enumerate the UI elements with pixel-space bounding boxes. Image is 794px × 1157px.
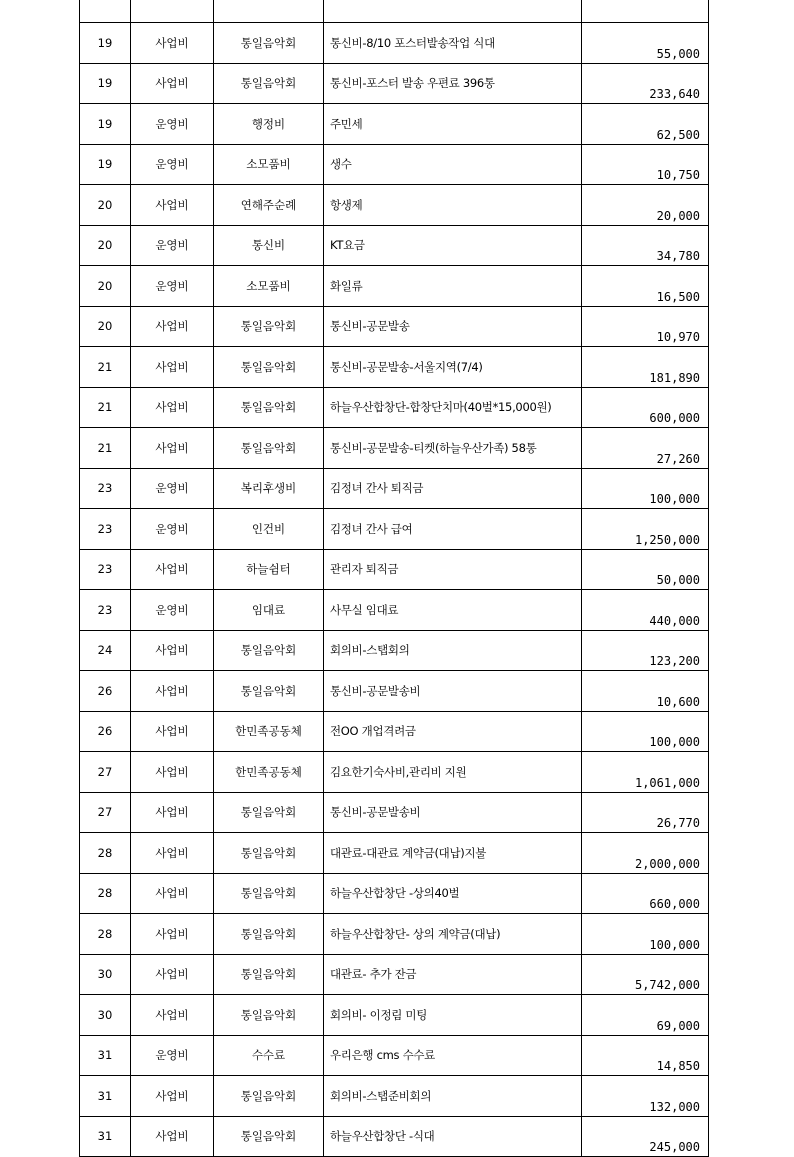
day-cell: 21 (80, 428, 131, 469)
table-row (80, 995, 709, 1036)
table-row (80, 630, 709, 671)
amount-cell: 440,000 (582, 590, 709, 631)
type-cell: 사업비 (131, 185, 214, 226)
day-cell: 26 (80, 671, 131, 712)
type-cell: 사업비 (131, 630, 214, 671)
amount-cell: 34,780 (582, 225, 709, 266)
day-cell: 28 (80, 833, 131, 874)
day-cell: 27 (80, 752, 131, 793)
type-cell: 사업비 (131, 671, 214, 712)
amount-cell: 16,500 (582, 266, 709, 307)
day-cell: 30 (80, 995, 131, 1036)
amount-cell: 20,000 (582, 185, 709, 226)
table-row (80, 306, 709, 347)
category-cell: 수수료 (214, 1035, 324, 1076)
description-cell: 김요한기숙사비,관리비 지원 (324, 752, 582, 793)
amount-cell: 62,500 (582, 104, 709, 145)
table-row-continuation (80, 0, 709, 23)
day-cell: 19 (80, 23, 131, 64)
description-cell: 화일류 (324, 266, 582, 307)
amount-cell: 123,200 (582, 630, 709, 671)
type-cell: 사업비 (131, 23, 214, 64)
category-cell: 통일음악회 (214, 1076, 324, 1117)
amount-cell: 132,000 (582, 1076, 709, 1117)
empty-cell (80, 0, 131, 23)
day-cell: 26 (80, 711, 131, 752)
type-cell: 사업비 (131, 63, 214, 104)
day-cell: 31 (80, 1116, 131, 1157)
category-cell: 행정비 (214, 104, 324, 145)
description-cell: 대관료-대관료 계약금(대납)지불 (324, 833, 582, 874)
type-cell: 사업비 (131, 1116, 214, 1157)
table-row (80, 23, 709, 64)
description-cell: 관리자 퇴직금 (324, 549, 582, 590)
amount-cell: 5,742,000 (582, 954, 709, 995)
amount-cell: 1,250,000 (582, 509, 709, 550)
description-cell: 통신비-공문발송-티켓(하늘우산가족) 58통 (324, 428, 582, 469)
description-cell: 통신비-공문발송비 (324, 671, 582, 712)
day-cell: 20 (80, 266, 131, 307)
description-cell: 하늘우산합창단 -상의40벌 (324, 873, 582, 914)
type-cell: 사업비 (131, 792, 214, 833)
category-cell: 통일음악회 (214, 873, 324, 914)
category-cell: 통일음악회 (214, 387, 324, 428)
description-cell: 회의비-스탭회의 (324, 630, 582, 671)
description-cell: 하늘우산합창단 -식대 (324, 1116, 582, 1157)
type-cell: 운영비 (131, 509, 214, 550)
type-cell: 사업비 (131, 752, 214, 793)
table-row (80, 833, 709, 874)
type-cell: 사업비 (131, 1076, 214, 1117)
day-cell: 31 (80, 1076, 131, 1117)
category-cell: 통일음악회 (214, 23, 324, 64)
description-cell: 대관료- 추가 잔금 (324, 954, 582, 995)
table-row (80, 387, 709, 428)
table-row (80, 266, 709, 307)
category-cell: 소모품비 (214, 266, 324, 307)
ledger-body (80, 0, 709, 1157)
category-cell: 통일음악회 (214, 630, 324, 671)
category-cell: 복리후생비 (214, 468, 324, 509)
amount-cell: 1,061,000 (582, 752, 709, 793)
table-row (80, 549, 709, 590)
description-cell: 전OO 개업격려금 (324, 711, 582, 752)
type-cell: 사업비 (131, 549, 214, 590)
table-row (80, 428, 709, 469)
amount-cell: 69,000 (582, 995, 709, 1036)
day-cell: 28 (80, 914, 131, 955)
day-cell: 24 (80, 630, 131, 671)
amount-cell: 100,000 (582, 711, 709, 752)
category-cell: 한민족공동체 (214, 752, 324, 793)
table-row (80, 954, 709, 995)
category-cell: 통일음악회 (214, 347, 324, 388)
table-row (80, 144, 709, 185)
amount-cell: 181,890 (582, 347, 709, 388)
amount-cell: 2,000,000 (582, 833, 709, 874)
type-cell: 운영비 (131, 590, 214, 631)
category-cell: 통일음악회 (214, 306, 324, 347)
description-cell: KT요금 (324, 225, 582, 266)
type-cell: 운영비 (131, 266, 214, 307)
table-row (80, 914, 709, 955)
empty-cell (131, 0, 214, 23)
category-cell: 통일음악회 (214, 428, 324, 469)
type-cell: 사업비 (131, 914, 214, 955)
description-cell: 통신비-공문발송 (324, 306, 582, 347)
amount-cell: 50,000 (582, 549, 709, 590)
amount-cell: 10,970 (582, 306, 709, 347)
table-row (80, 671, 709, 712)
description-cell: 우리은행 cms 수수료 (324, 1035, 582, 1076)
amount-cell: 14,850 (582, 1035, 709, 1076)
day-cell: 19 (80, 63, 131, 104)
description-cell: 사무실 임대료 (324, 590, 582, 631)
table-row (80, 225, 709, 266)
type-cell: 사업비 (131, 428, 214, 469)
amount-cell: 55,000 (582, 23, 709, 64)
amount-cell: 245,000 (582, 1116, 709, 1157)
description-cell: 회의비-스탭준비회의 (324, 1076, 582, 1117)
description-cell: 회의비- 이정림 미팅 (324, 995, 582, 1036)
day-cell: 23 (80, 549, 131, 590)
day-cell: 30 (80, 954, 131, 995)
category-cell: 통일음악회 (214, 833, 324, 874)
amount-cell: 600,000 (582, 387, 709, 428)
table-row (80, 752, 709, 793)
type-cell: 사업비 (131, 995, 214, 1036)
table-row (80, 347, 709, 388)
table-row (80, 1076, 709, 1117)
description-cell: 하늘우산합창단- 상의 계약금(대납) (324, 914, 582, 955)
description-cell: 생수 (324, 144, 582, 185)
category-cell: 통일음악회 (214, 954, 324, 995)
amount-cell: 10,600 (582, 671, 709, 712)
type-cell: 운영비 (131, 104, 214, 145)
type-cell: 사업비 (131, 306, 214, 347)
day-cell: 20 (80, 225, 131, 266)
table-row (80, 590, 709, 631)
day-cell: 23 (80, 509, 131, 550)
category-cell: 한민족공동체 (214, 711, 324, 752)
amount-cell: 10,750 (582, 144, 709, 185)
table-row (80, 509, 709, 550)
type-cell: 사업비 (131, 711, 214, 752)
day-cell: 23 (80, 590, 131, 631)
type-cell: 사업비 (131, 347, 214, 388)
category-cell: 소모품비 (214, 144, 324, 185)
empty-cell (582, 0, 709, 23)
category-cell: 통일음악회 (214, 914, 324, 955)
amount-cell: 233,640 (582, 63, 709, 104)
description-cell: 통신비-8/10 포스터발송작업 식대 (324, 23, 582, 64)
day-cell: 20 (80, 306, 131, 347)
amount-cell: 100,000 (582, 914, 709, 955)
empty-cell (324, 0, 582, 23)
description-cell: 주민세 (324, 104, 582, 145)
type-cell: 사업비 (131, 387, 214, 428)
type-cell: 사업비 (131, 954, 214, 995)
amount-cell: 100,000 (582, 468, 709, 509)
day-cell: 19 (80, 144, 131, 185)
expense-ledger-table (79, 0, 709, 1157)
description-cell: 항생제 (324, 185, 582, 226)
table-row (80, 873, 709, 914)
category-cell: 통신비 (214, 225, 324, 266)
type-cell: 운영비 (131, 468, 214, 509)
day-cell: 23 (80, 468, 131, 509)
day-cell: 28 (80, 873, 131, 914)
day-cell: 27 (80, 792, 131, 833)
category-cell: 통일음악회 (214, 63, 324, 104)
table-row (80, 792, 709, 833)
category-cell: 연해주순례 (214, 185, 324, 226)
type-cell: 사업비 (131, 873, 214, 914)
empty-cell (214, 0, 324, 23)
category-cell: 통일음악회 (214, 792, 324, 833)
table-row (80, 1035, 709, 1076)
description-cell: 김정녀 간사 급여 (324, 509, 582, 550)
amount-cell: 26,770 (582, 792, 709, 833)
amount-cell: 660,000 (582, 873, 709, 914)
category-cell: 임대료 (214, 590, 324, 631)
description-cell: 통신비-공문발송비 (324, 792, 582, 833)
description-cell: 김정녀 간사 퇴직금 (324, 468, 582, 509)
day-cell: 19 (80, 104, 131, 145)
type-cell: 사업비 (131, 833, 214, 874)
category-cell: 통일음악회 (214, 1116, 324, 1157)
type-cell: 운영비 (131, 144, 214, 185)
table-row (80, 185, 709, 226)
description-cell: 통신비-포스터 발송 우편료 396통 (324, 63, 582, 104)
description-cell: 하늘우산합창단-합창단치마(40벌*15,000원) (324, 387, 582, 428)
table-row (80, 63, 709, 104)
category-cell: 통일음악회 (214, 671, 324, 712)
category-cell: 인건비 (214, 509, 324, 550)
amount-cell: 27,260 (582, 428, 709, 469)
day-cell: 20 (80, 185, 131, 226)
category-cell: 통일음악회 (214, 995, 324, 1036)
table-row (80, 1116, 709, 1157)
day-cell: 21 (80, 347, 131, 388)
type-cell: 운영비 (131, 225, 214, 266)
table-row (80, 104, 709, 145)
day-cell: 31 (80, 1035, 131, 1076)
description-cell: 통신비-공문발송-서울지역(7/4) (324, 347, 582, 388)
day-cell: 21 (80, 387, 131, 428)
table-row (80, 468, 709, 509)
table-row (80, 711, 709, 752)
type-cell: 운영비 (131, 1035, 214, 1076)
category-cell: 하늘쉼터 (214, 549, 324, 590)
